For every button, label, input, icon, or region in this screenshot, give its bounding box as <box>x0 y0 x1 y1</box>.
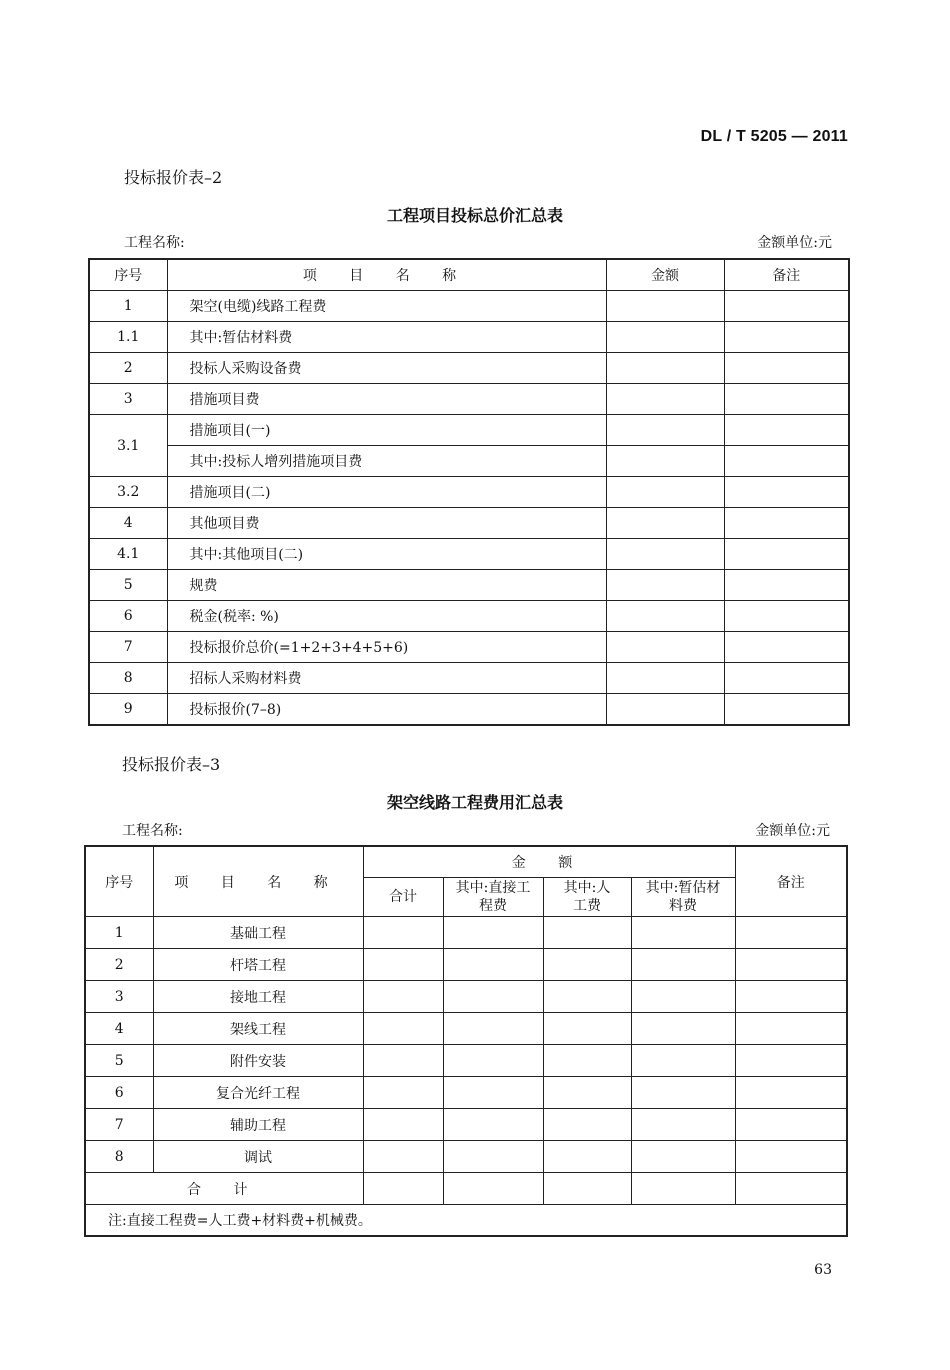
row-name: 接地工程 <box>153 981 363 1013</box>
col-remarks-header: 备注 <box>724 259 849 291</box>
row-name: 架线工程 <box>153 1013 363 1045</box>
col-labor-header: 其中:人工费 <box>543 878 631 917</box>
remarks-cell[interactable] <box>735 1141 847 1173</box>
row-name: 附件安装 <box>153 1045 363 1077</box>
form2-unit: 金额单位:元 <box>757 235 832 251</box>
labor-cell[interactable] <box>543 917 631 949</box>
amount-cell[interactable] <box>606 601 724 632</box>
amount-cell[interactable] <box>606 415 724 446</box>
row-no: 3.1 <box>89 415 167 477</box>
table-row <box>85 917 847 949</box>
remarks-cell[interactable] <box>724 539 849 570</box>
labor-cell[interactable] <box>543 949 631 981</box>
form3-label: 投标报价表–3 <box>122 755 221 774</box>
form2-label: 投标报价表–2 <box>124 168 223 187</box>
remarks-cell[interactable] <box>724 322 849 353</box>
table-row <box>89 477 849 508</box>
direct-cell[interactable] <box>443 1013 543 1045</box>
direct-cell[interactable] <box>443 949 543 981</box>
labor-cell[interactable] <box>543 1141 631 1173</box>
remarks-cell[interactable] <box>724 570 849 601</box>
amount-cell[interactable] <box>606 632 724 663</box>
col-no-header: 序号 <box>85 846 153 917</box>
amount-cell[interactable] <box>606 291 724 322</box>
labor-cell[interactable] <box>543 1045 631 1077</box>
row-name: 规费 <box>167 570 606 601</box>
table-row <box>89 663 849 694</box>
remarks-cell[interactable] <box>724 353 849 384</box>
remarks-cell[interactable] <box>724 632 849 663</box>
col-name-header: 项 目 名 称 <box>167 259 606 291</box>
sum-row <box>85 1173 847 1205</box>
col-amount-header: 金额 <box>606 259 724 291</box>
row-no: 7 <box>89 632 167 663</box>
standard-code: DL / T 5205 — 2011 <box>700 128 848 145</box>
provisional-cell[interactable] <box>631 1077 735 1109</box>
row-no: 8 <box>89 663 167 694</box>
total-cell[interactable] <box>363 1141 443 1173</box>
table-row <box>85 1109 847 1141</box>
labor-cell[interactable] <box>543 981 631 1013</box>
remarks-cell[interactable] <box>724 508 849 539</box>
table-row <box>89 508 849 539</box>
row-no: 3 <box>85 981 153 1013</box>
amount-cell[interactable] <box>606 694 724 726</box>
provisional-cell[interactable] <box>631 1109 735 1141</box>
table-row <box>89 539 849 570</box>
note-row <box>85 1205 847 1237</box>
remarks-cell[interactable] <box>724 601 849 632</box>
total-cell[interactable] <box>363 917 443 949</box>
page-number: 63 <box>814 1262 832 1278</box>
row-no: 5 <box>89 570 167 601</box>
total-cell[interactable] <box>363 949 443 981</box>
form2-title: 工程项目投标总价汇总表 <box>386 206 563 225</box>
row-name: 其中:投标人增列措施项目费 <box>167 446 606 477</box>
remarks-cell[interactable] <box>724 291 849 322</box>
table-note: 注:直接工程费=人工费+材料费+机械费。 <box>85 1205 847 1237</box>
amount-cell[interactable] <box>606 322 724 353</box>
remarks-cell[interactable] <box>724 694 849 726</box>
direct-cell[interactable] <box>443 1173 543 1205</box>
direct-cell[interactable] <box>443 1141 543 1173</box>
row-name: 杆塔工程 <box>153 949 363 981</box>
remarks-cell[interactable] <box>735 1173 847 1205</box>
amount-cell[interactable] <box>606 663 724 694</box>
row-no: 4 <box>89 508 167 539</box>
amount-cell[interactable] <box>606 477 724 508</box>
provisional-cell[interactable] <box>631 1173 735 1205</box>
row-name: 措施项目(二) <box>167 477 606 508</box>
remarks-cell[interactable] <box>735 949 847 981</box>
row-no: 1 <box>85 917 153 949</box>
provisional-cell[interactable] <box>631 1141 735 1173</box>
table-row <box>85 1077 847 1109</box>
form3-title: 架空线路工程费用汇总表 <box>386 793 563 812</box>
amount-cell[interactable] <box>606 539 724 570</box>
table-row <box>89 353 849 384</box>
col-total-header: 合计 <box>363 878 443 917</box>
remarks-cell[interactable] <box>735 917 847 949</box>
row-no: 6 <box>89 601 167 632</box>
table-row <box>89 601 849 632</box>
total-cell[interactable] <box>363 981 443 1013</box>
table-row <box>85 981 847 1013</box>
form3-project-name: 工程名称: <box>122 823 183 839</box>
row-no: 6 <box>85 1077 153 1109</box>
remarks-cell[interactable] <box>724 477 849 508</box>
row-name: 投标报价(7–8) <box>167 694 606 726</box>
table-row <box>85 1141 847 1173</box>
row-name: 措施项目(一) <box>167 415 606 446</box>
provisional-cell[interactable] <box>631 1045 735 1077</box>
row-no: 2 <box>89 353 167 384</box>
labor-cell[interactable] <box>543 1013 631 1045</box>
direct-cell[interactable] <box>443 1077 543 1109</box>
row-name: 调试 <box>153 1141 363 1173</box>
amount-cell[interactable] <box>606 353 724 384</box>
table-row <box>85 949 847 981</box>
form2-project-name: 工程名称: <box>124 235 185 251</box>
row-no: 2 <box>85 949 153 981</box>
col-remarks-header: 备注 <box>735 846 847 917</box>
provisional-cell[interactable] <box>631 1013 735 1045</box>
table-row <box>85 1013 847 1045</box>
row-name: 其他项目费 <box>167 508 606 539</box>
row-no: 8 <box>85 1141 153 1173</box>
table-row <box>89 694 849 726</box>
row-no: 5 <box>85 1045 153 1077</box>
row-name: 辅助工程 <box>153 1109 363 1141</box>
amount-cell[interactable] <box>606 384 724 415</box>
amount-cell[interactable] <box>606 570 724 601</box>
col-no-header: 序号 <box>89 259 167 291</box>
row-name: 投标人采购设备费 <box>167 353 606 384</box>
remarks-cell[interactable] <box>735 1077 847 1109</box>
total-cell[interactable] <box>363 1045 443 1077</box>
table-header-row <box>85 846 847 878</box>
row-no: 1.1 <box>89 322 167 353</box>
remarks-cell[interactable] <box>724 384 849 415</box>
sum-label: 合 计 <box>85 1173 363 1205</box>
row-name: 投标报价总价(=1+2+3+4+5+6) <box>167 632 606 663</box>
provisional-cell[interactable] <box>631 917 735 949</box>
row-no: 3 <box>89 384 167 415</box>
row-name: 其中:其他项目(二) <box>167 539 606 570</box>
row-no: 7 <box>85 1109 153 1141</box>
col-amount-header: 金 额 <box>363 846 735 878</box>
form3-unit: 金额单位:元 <box>755 823 830 839</box>
row-name: 措施项目费 <box>167 384 606 415</box>
total-cell[interactable] <box>363 1013 443 1045</box>
remarks-cell[interactable] <box>735 1045 847 1077</box>
amount-cell[interactable] <box>606 508 724 539</box>
provisional-cell[interactable] <box>631 981 735 1013</box>
labor-cell[interactable] <box>543 1077 631 1109</box>
table-header-row <box>89 259 849 291</box>
remarks-cell[interactable] <box>735 1109 847 1141</box>
row-name: 复合光纤工程 <box>153 1077 363 1109</box>
row-name: 架空(电缆)线路工程费 <box>167 291 606 322</box>
table-row <box>89 384 849 415</box>
labor-cell[interactable] <box>543 1109 631 1141</box>
table-row <box>89 291 849 322</box>
direct-cell[interactable] <box>443 1045 543 1077</box>
row-no: 3.2 <box>89 477 167 508</box>
remarks-cell[interactable] <box>735 1013 847 1045</box>
table-row <box>89 446 849 477</box>
remarks-cell[interactable] <box>724 663 849 694</box>
direct-cell[interactable] <box>443 917 543 949</box>
table-row <box>89 632 849 663</box>
labor-cell[interactable] <box>543 1173 631 1205</box>
remarks-cell[interactable] <box>724 415 849 446</box>
row-name: 基础工程 <box>153 917 363 949</box>
col-direct-header: 其中:直接工程费 <box>443 878 543 917</box>
row-no: 9 <box>89 694 167 726</box>
table-row <box>89 415 849 446</box>
row-name: 税金(税率: %) <box>167 601 606 632</box>
row-name: 其中:暂估材料费 <box>167 322 606 353</box>
total-cell[interactable] <box>363 1109 443 1141</box>
table-row <box>85 1045 847 1077</box>
form2-table <box>88 258 850 726</box>
table-row <box>89 322 849 353</box>
remarks-cell[interactable] <box>724 446 849 477</box>
total-cell[interactable] <box>363 1173 443 1205</box>
row-no: 1 <box>89 291 167 322</box>
row-no: 4.1 <box>89 539 167 570</box>
table-row <box>89 570 849 601</box>
direct-cell[interactable] <box>443 1109 543 1141</box>
provisional-cell[interactable] <box>631 949 735 981</box>
form3-table <box>84 845 848 1237</box>
total-cell[interactable] <box>363 1077 443 1109</box>
col-provisional-header: 其中:暂估材料费 <box>631 878 735 917</box>
direct-cell[interactable] <box>443 981 543 1013</box>
row-name: 招标人采购材料费 <box>167 663 606 694</box>
row-no: 4 <box>85 1013 153 1045</box>
amount-cell[interactable] <box>606 446 724 477</box>
remarks-cell[interactable] <box>735 981 847 1013</box>
col-name-header: 项 目 名 称 <box>153 846 363 917</box>
